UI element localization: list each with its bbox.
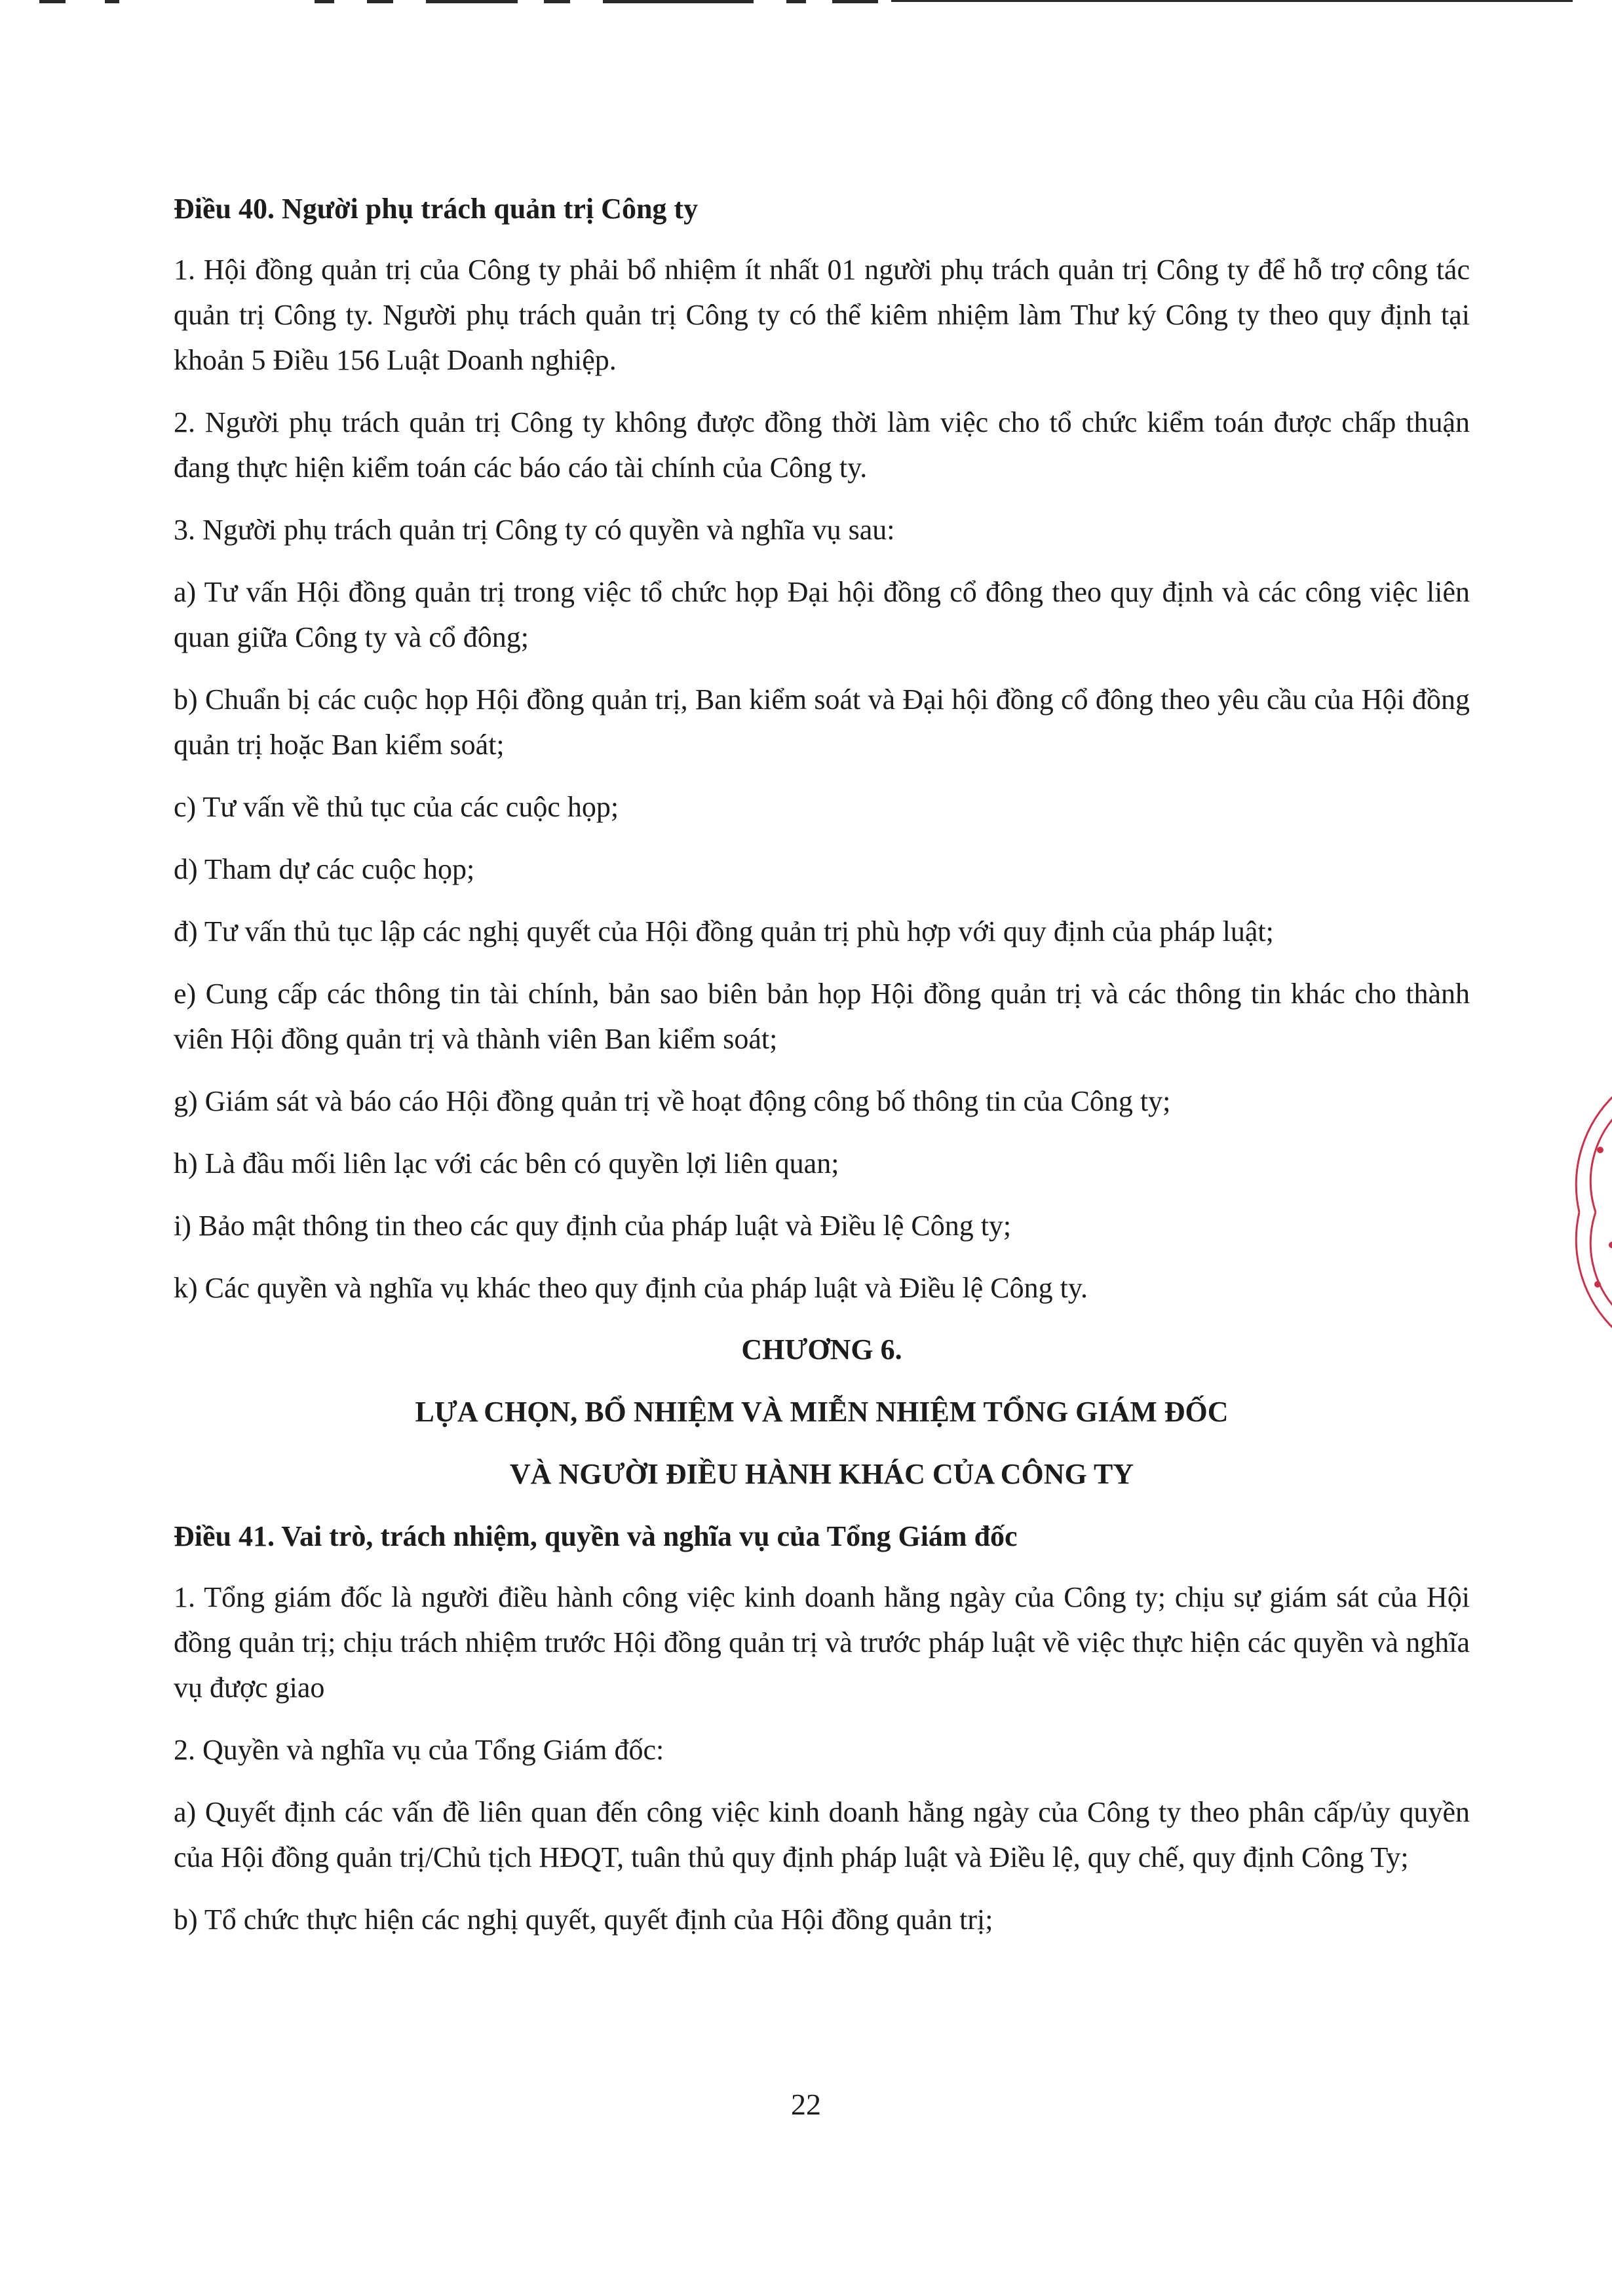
article-40-clause-3: 3. Người phụ trách quản trị Công ty có quyền và nghĩa vụ sau: <box>174 514 895 546</box>
article-41-clause-2: 2. Quyền và nghĩa vụ của Tổng Giám đốc: <box>174 1734 664 1766</box>
chapter-title-line-1: LỰA CHỌN, BỔ NHIỆM VÀ MIỄN NHIỆM TỔNG GIÁM ĐỐC <box>415 1396 1229 1428</box>
article-40-item-c: c) Tư vấn về thủ tục của các cuộc họp; <box>174 791 619 823</box>
article-40-item-a: a) Tư vấn Hội đồng quản trị trong việc tổ chức họp Đại hội đồng cổ đông theo quy định và các công việc liên quan giữa Công ty và cổ đông; <box>174 576 1470 653</box>
article-40-item-dd: đ) Tư vấn thủ tục lập các nghị quyết của Hội đồng quản trị phù hợp với quy định của pháp luật; <box>174 915 1274 947</box>
company-seal-fragment <box>1560 1088 1612 1337</box>
article-41-item-b: b) Tổ chức thực hiện các nghị quyết, quyết định của Hội đồng quản trị; <box>174 1904 993 1936</box>
article-40-item-i: i) Bảo mật thông tin theo các quy định của pháp luật và Điều lệ Công ty; <box>174 1210 1012 1242</box>
article-41-heading: Điều 41. Vai trò, trách nhiệm, quyền và nghĩa vụ của Tổng Giám đốc <box>174 1520 1018 1552</box>
article-40-item-h: h) Là đầu mối liên lạc với các bên có quyền lợi liên quan; <box>174 1147 839 1179</box>
chapter-number: CHƯƠNG 6. <box>741 1333 902 1366</box>
article-41-clause-1: 1. Tổng giám đốc là người điều hành công việc kinh doanh hằng ngày của Công ty; chịu sự giám sát của Hội đồng quản trị; chịu trách nhiệm trước Hội đồng quản trị và trước pháp luật về việc thực hiện các quyền và nghĩa vụ được giao <box>174 1581 1470 1704</box>
article-40-item-d: d) Tham dự các cuộc họp; <box>174 853 475 885</box>
article-40-item-e: e) Cung cấp các thông tin tài chính, bản sao biên bản họp Hội đồng quản trị và các thông tin khác cho thành viên Hội đồng quản trị và thành viên Ban kiểm soát; <box>174 978 1470 1055</box>
article-40-clause-1: 1. Hội đồng quản trị của Công ty phải bổ nhiệm ít nhất 01 người phụ trách quản trị Công ty để hỗ trợ công tác quản trị Công ty. Người phụ trách quản trị Công ty có thể kiêm nhiệm làm Thư ký Công ty theo quy định tại khoản 5 Điều 156 Luật Doanh nghiệp. <box>174 254 1470 376</box>
document-body <box>174 187 1470 1959</box>
scan-top-edge <box>0 0 1612 8</box>
article-40-item-g: g) Giám sát và báo cáo Hội đồng quản trị về hoạt động công bố thông tin của Công ty; <box>174 1085 1171 1117</box>
page-number: 22 <box>791 2088 821 2121</box>
article-41-item-a: a) Quyết định các vấn đề liên quan đến công việc kinh doanh hằng ngày của Công ty theo phân cấp/ủy quyền của Hội đồng quản trị/Chủ tịch HĐQT, tuân thủ quy định pháp luật và Điều lệ, quy chế, quy định Công Ty; <box>174 1796 1470 1873</box>
article-40-clause-2: 2. Người phụ trách quản trị Công ty không được đồng thời làm việc cho tổ chức kiểm toán được chấp thuận đang thực hiện kiểm toán các báo cáo tài chính của Công ty. <box>174 406 1470 484</box>
chapter-title-line-2: VÀ NGƯỜI ĐIỀU HÀNH KHÁC CỦA CÔNG TY <box>509 1458 1134 1490</box>
article-40-heading: Điều 40. Người phụ trách quản trị Công ty <box>174 193 699 225</box>
article-40-item-b: b) Chuẩn bị các cuộc họp Hội đồng quản trị, Ban kiểm soát và Đại hội đồng cổ đông theo yêu cầu của Hội đồng quản trị hoặc Ban kiểm soát; <box>174 683 1470 761</box>
article-40-item-k: k) Các quyền và nghĩa vụ khác theo quy định của pháp luật và Điều lệ Công ty. <box>174 1272 1088 1304</box>
